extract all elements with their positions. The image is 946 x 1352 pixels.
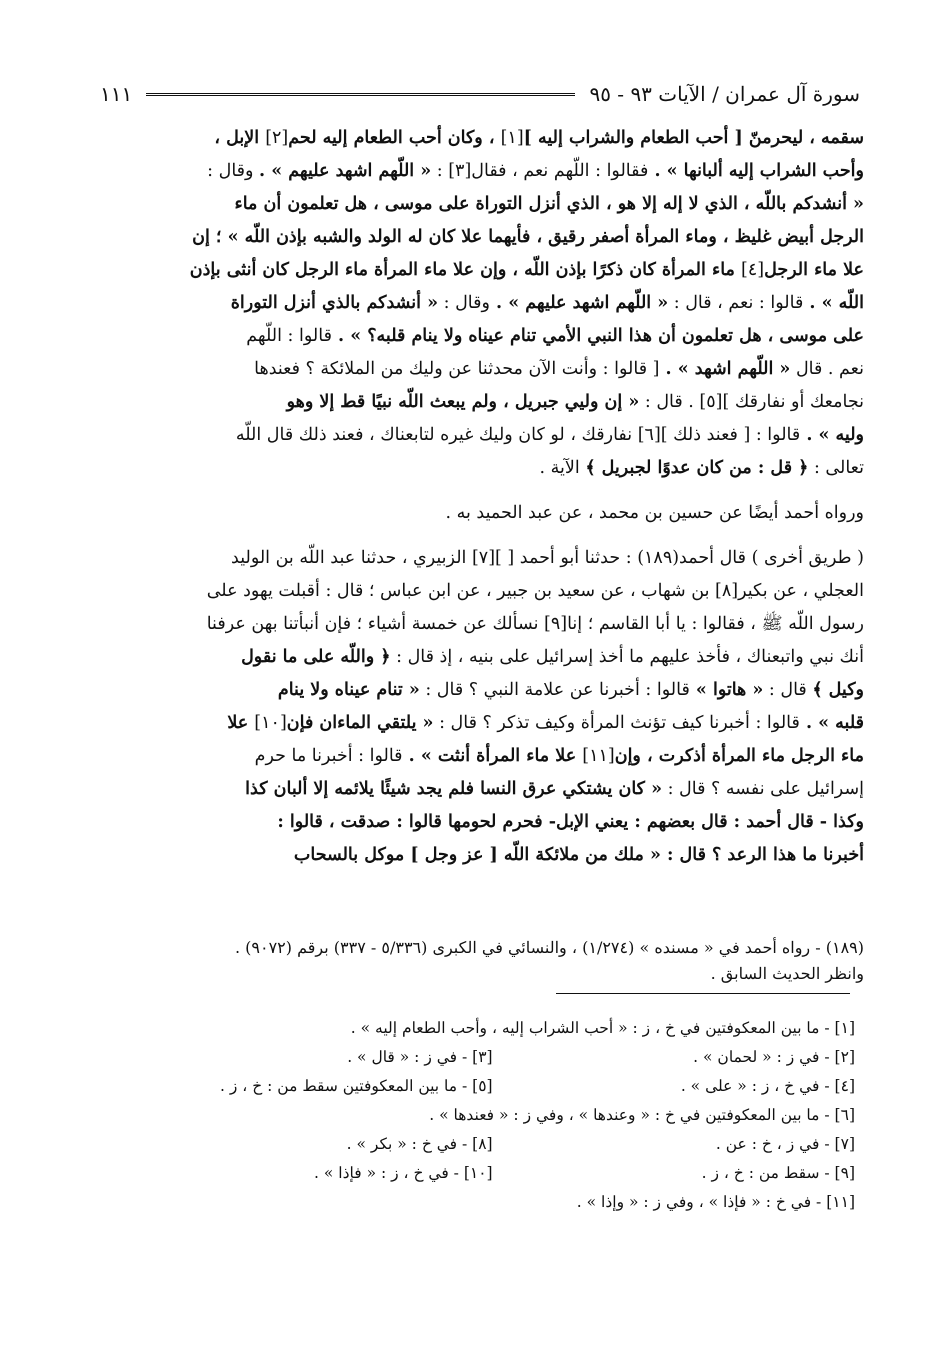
main-footnote-line: وانظر الحديث السابق . xyxy=(710,964,864,983)
text-line xyxy=(94,575,864,608)
text-line xyxy=(94,806,864,839)
text-segment: علا ماء الرجل xyxy=(764,260,864,280)
text-segment: « أنشدكم بالذي أنزل التوراة xyxy=(230,293,439,313)
text-segment: « اللّهم اشهد عليهم » . xyxy=(259,161,432,181)
footnote-item: [٩] - سقط من : خ ، ز . xyxy=(701,1164,855,1182)
text-segment: [٥] xyxy=(699,392,723,412)
text-segment: « ملك من ملائكة اللّه [ عز وجل ] موكل بالسحاب xyxy=(293,845,661,865)
text-segment: « يلتقي الماءان فإن xyxy=(286,713,434,733)
text-segment: الآية . xyxy=(539,458,586,478)
text-segment: [٣] xyxy=(448,161,472,181)
footnote-divider xyxy=(556,993,850,994)
text-segment: وقال : xyxy=(207,161,260,181)
main-footnote xyxy=(94,935,864,987)
page-number: ١١١ xyxy=(100,82,133,106)
text-segment: « اللّهم اشهد عليهم » . xyxy=(489,293,669,313)
text-segment: « هاتوا » xyxy=(689,680,764,700)
footnote-item: [١] - ما بين المعكوفتين في خ ، ز : « أحب الشراب إليه ، وأحب الطعام إليه » . xyxy=(350,1019,855,1037)
text-segment: ﴿ واللّه على ما نقول xyxy=(241,647,391,667)
footnote-item: [٨] - في خ : « بكر » . xyxy=(346,1135,493,1153)
text-line xyxy=(94,122,864,155)
paragraph-2 xyxy=(94,497,864,530)
footnote-item: [٣] - في ز : « قال » . xyxy=(347,1048,493,1066)
text-segment: قالوا : [ فعند ذلك ] xyxy=(660,425,801,445)
text-line xyxy=(94,740,864,773)
footnote-item: [١١] - في خ : « فإذا » ، وفي ز : « وإذا » . xyxy=(576,1193,855,1211)
text-line xyxy=(94,773,864,806)
main-footnote-line: (١٨٩) - رواه أحمد في « مسنده » (١/٢٧٤) ، والنسائي في الكبرى (٥/٣٣٦ - ٣٣٧) برقم (٩٠٧٢) . xyxy=(234,938,864,957)
text-segment: تعالى : xyxy=(808,458,864,478)
text-segment: سقمه ، ليحرمنّ [ أحب الطعام والشراب إليه ] xyxy=(523,128,864,148)
text-segment: وقال : xyxy=(438,293,490,313)
text-segment: [٧] xyxy=(471,548,496,568)
text-segment: علا xyxy=(227,713,255,733)
text-segment: (١٨٩) xyxy=(637,548,680,568)
notes-row xyxy=(100,1188,855,1217)
notes-row xyxy=(100,1130,855,1159)
text-segment: اللّه » . xyxy=(803,293,864,313)
text-segment: قالوا : اللّهم xyxy=(246,326,332,346)
main-text xyxy=(94,122,864,872)
text-segment: [٢] xyxy=(265,128,289,148)
text-segment: [١] xyxy=(500,128,524,148)
text-line xyxy=(94,221,864,254)
text-line xyxy=(94,839,864,872)
paragraph-1 xyxy=(94,122,864,485)
text-segment: نجامعك أو نفارقك ] xyxy=(722,392,864,412)
text-segment: [٤] xyxy=(741,260,765,280)
running-header xyxy=(100,72,860,116)
notes-row xyxy=(100,1072,855,1101)
text-segment: بن شهاب ، عن سعيد بن جبير ، عن ابن عباس ؛ قال : أقبلت يهود على xyxy=(206,581,716,601)
text-segment: [١٠] xyxy=(254,713,287,733)
notes-row xyxy=(100,1014,855,1043)
text-segment: وليه » . xyxy=(800,425,864,445)
text-segment: ﴿ قل : من كان عدوًا لجبريل ﴾ xyxy=(585,458,809,478)
text-segment: ( طريق أخرى ) قال أحمد xyxy=(679,548,864,568)
text-segment: علا ماء المرأة أنثت » . xyxy=(402,746,583,766)
text-segment: إسرائيل على نفسه ؟ قال : xyxy=(662,779,864,799)
text-segment: أنك نبي واتبعناك ، فأخذ عليهم ما أخذ إسرائيل على بنيه ، إذ قال : xyxy=(390,647,864,667)
text-segment: أخبرنا ما هذا الرعد ؟ قال : xyxy=(660,845,864,865)
footnote-item: [٧] - في ز ، خ : عن . xyxy=(715,1135,855,1153)
editorial-notes xyxy=(100,1014,855,1217)
text-segment: [٩] xyxy=(544,614,568,634)
text-segment: رسول اللّه ﷺ ، فقالوا : يا أبا القاسم ؛ إنا xyxy=(567,614,864,634)
footnote-item: [٢] - في ز : « لحمان » . xyxy=(693,1048,855,1066)
text-segment: [١١] xyxy=(582,746,615,766)
text-segment: قالوا : أخبرنا ما حرم xyxy=(254,746,403,766)
text-segment: قال : xyxy=(763,680,813,700)
text-segment: وأحب الشراب إليه ألبانها » . xyxy=(648,161,864,181)
text-line xyxy=(94,320,864,353)
footnote-item: [٦] - ما بين المعكوفتين في خ : « وعندها » ، وفي ز : « فعندها » . xyxy=(429,1106,855,1124)
text-segment: على موسى ، هل تعلمون أن هذا النبي الأمي تنام عيناه ولا ينام قلبه؟ » . xyxy=(331,326,864,346)
text-line xyxy=(94,287,864,320)
text-line xyxy=(94,386,864,419)
text-segment: « أنشدكم باللّه ، الذي لا إله إلا هو ، الذي أنزل التوراة على موسى ، هل تعلمون أن ماء xyxy=(234,194,864,214)
text-segment: نفارقك ، لو كان وليك غيره لتابعناك ، فعند ذلك قال اللّه xyxy=(235,425,638,445)
text-line xyxy=(94,353,864,386)
text-segment: : حدثنا أبو أحمد [ ] xyxy=(495,548,638,568)
text-line xyxy=(94,497,864,530)
text-segment: [٨] xyxy=(715,581,739,601)
text-segment: نسألك عن خمسة أشياء ؛ فإن أنبأتنا بهن عرفنا xyxy=(206,614,545,634)
notes-row xyxy=(100,1043,855,1072)
text-segment: ماء الرجل ماء المرأة أذكرت ، وإن xyxy=(614,746,864,766)
text-line xyxy=(94,419,864,452)
text-segment: الرجل أبيض غليظ ، وماء المرأة أصفر رقيق ، فأيهما علا كان له الولد والشبه بإذن اللّه » ؛ إن xyxy=(192,227,864,247)
text-segment: العجلي ، عن بكير xyxy=(738,581,864,601)
text-line xyxy=(94,452,864,485)
text-segment: ورواه أحمد أيضًا عن حسين بن محمد ، عن عبد الحميد به . xyxy=(445,503,864,523)
text-line xyxy=(94,155,864,188)
text-segment: « تنام عيناه ولا ينام xyxy=(277,680,420,700)
text-line xyxy=(94,641,864,674)
text-segment: قلبه » . xyxy=(799,713,864,733)
text-line xyxy=(94,542,864,575)
text-line xyxy=(94,707,864,740)
text-segment: الزبيري ، حدثنا عبد اللّه بن الوليد xyxy=(231,548,472,568)
header-rule xyxy=(146,93,575,96)
text-segment: الإبل ، xyxy=(214,128,266,148)
footnote-item: [٤] - في خ ، ز : « على » . xyxy=(680,1077,855,1095)
surah-title: سورة آل عمران / الآيات ٩٣ - ٩٥ xyxy=(589,82,860,106)
text-segment: وكذا - قال أحمد : قال بعضهم : يعني الإبل- فحرم لحومها قالوا : صدقت ، قالوا : xyxy=(277,812,864,832)
footnote-item: [١٠] - في خ ، ز : « فإذا » . xyxy=(314,1164,493,1182)
text-segment: وكيل ﴾ xyxy=(812,680,864,700)
footnote-item: [٥] - ما بين المعكوفتين سقط من : خ ، ز . xyxy=(220,1077,493,1095)
text-segment: « إن وليي جبريل ، ولم يبعث اللّه نبيًا قط إلا وهو xyxy=(286,392,640,412)
text-line xyxy=(94,674,864,707)
text-segment: قالوا : أخبرنا كيف تؤنث المرأة وكيف تذكر ؟ قال : xyxy=(433,713,800,733)
text-line xyxy=(94,254,864,287)
text-segment: : xyxy=(431,161,449,181)
text-segment: نعم . قال xyxy=(790,359,864,379)
text-segment: « كان يشتكي عرق النسا فلم يجد شيئًا يلائمه إلا ألبان كذا xyxy=(245,779,663,799)
text-segment: قالوا : نعم ، قال : xyxy=(668,293,804,313)
text-segment: . قال : xyxy=(639,392,700,412)
text-segment: [٦] xyxy=(637,425,661,445)
text-segment: فقالوا : اللّهم نعم ، فقال xyxy=(471,161,649,181)
text-segment: قالوا : أخبرنا عن علامة النبي ؟ قال : xyxy=(419,680,690,700)
paragraph-3 xyxy=(94,542,864,872)
text-segment: [ قالوا : وأنت الآن محدثنا عن وليك من الملائكة ؟ فعندها xyxy=(254,359,660,379)
text-segment: ماء المرأة كان ذكرًا بإذن اللّه ، وإن علا ماء المرأة ماء الرجل كان أنثى بإذن xyxy=(189,260,741,280)
text-line xyxy=(94,608,864,641)
text-line xyxy=(94,188,864,221)
notes-row xyxy=(100,1101,855,1130)
notes-row xyxy=(100,1159,855,1188)
text-segment: « اللّهم اشهد » . xyxy=(659,359,791,379)
text-segment: ، وكان أحب الطعام إليه لحم xyxy=(288,128,501,148)
